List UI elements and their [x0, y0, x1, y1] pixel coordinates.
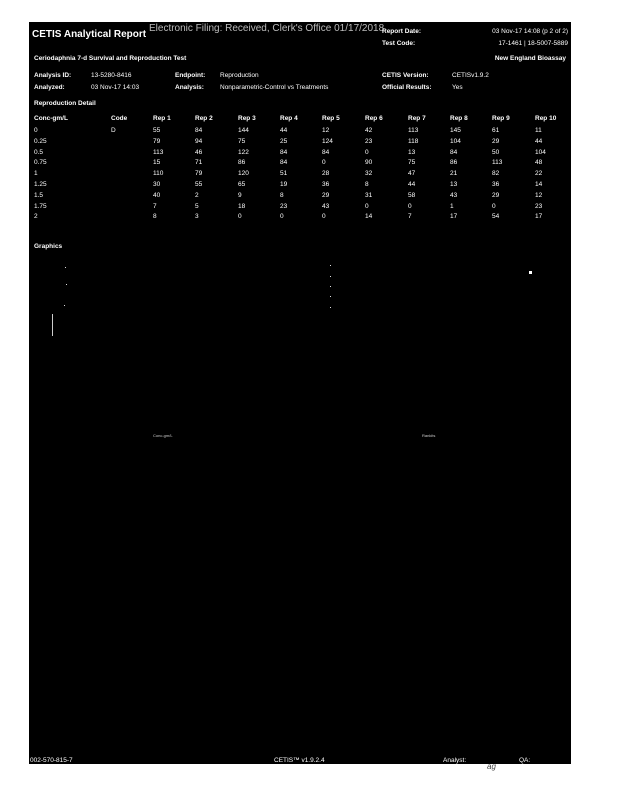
table-cell: 17 [450, 213, 458, 221]
endpoint-value: Reproduction [220, 72, 259, 79]
table-cell: 84 [195, 127, 203, 134]
table-cell: 71 [195, 159, 203, 167]
table-cell: 1.75 [34, 202, 47, 210]
table-cell: 0 [34, 127, 38, 134]
official-results-value: Yes [452, 84, 463, 91]
table-cell: 2 [195, 191, 199, 199]
cetis-version-label: CETIS Version: [382, 72, 429, 79]
table-cell: 84 [450, 148, 458, 156]
column-header: Code [111, 115, 128, 122]
table-cell: 28 [322, 170, 330, 178]
table-cell: 13 [408, 148, 416, 156]
table-cell: 15 [153, 159, 161, 167]
table-cell: 55 [153, 127, 161, 134]
table-cell: 0.25 [34, 137, 47, 145]
analysis-value: Nonparametric-Control vs Treatments [220, 84, 329, 91]
table-cell: 1 [450, 202, 454, 210]
analysis-id-label: Analysis ID: [34, 72, 72, 79]
table-cell: 86 [450, 159, 458, 167]
column-header: Rep 3 [238, 115, 256, 122]
table-cell: 118 [408, 137, 419, 145]
footer-analyst-label: Analyst: [443, 757, 467, 764]
table-cell: 110 [153, 170, 164, 178]
table-cell: 21 [450, 170, 458, 178]
table-cell: 0 [365, 202, 369, 210]
table-cell: 51 [280, 170, 288, 178]
table-cell: 14 [365, 213, 373, 221]
table-cell: 40 [153, 191, 161, 199]
table-cell: 65 [238, 181, 246, 188]
footer-doc-id: 002-570-815-7 [30, 757, 73, 764]
table-cell: 23 [365, 137, 373, 145]
table-cell: 23 [280, 202, 288, 210]
table-cell: 9 [238, 191, 242, 199]
table-cell: 79 [153, 137, 161, 145]
table-cell: 14 [535, 181, 543, 188]
table-cell: 44 [535, 137, 543, 145]
table-cell: 3 [195, 213, 199, 221]
table-cell: 1.5 [34, 191, 44, 199]
table-cell: 43 [450, 191, 458, 199]
right-axis-label: Rankits [422, 433, 436, 438]
column-header: Rep 2 [195, 115, 213, 122]
table-cell: 1 [34, 170, 38, 178]
report-date-value: 03 Nov-17 14:08 (p 2 of 2) [492, 28, 568, 35]
table-cell: 32 [365, 170, 373, 178]
column-header: Conc-gm/L [34, 115, 68, 122]
table-cell: 55 [195, 181, 203, 188]
test-name: Ceriodaphnia 7-d Survival and Reproduction Test [34, 55, 187, 62]
table-cell: 48 [535, 159, 543, 167]
column-header: Rep 4 [280, 115, 298, 122]
table-cell: 122 [238, 148, 249, 156]
lab-name: New England Bioassay [494, 55, 566, 62]
analysis-label: Analysis: [175, 84, 204, 91]
table-cell: 19 [280, 181, 288, 188]
table-cell: 22 [535, 170, 543, 178]
table-cell: 31 [365, 191, 373, 199]
table-cell: D [111, 127, 116, 134]
table-cell: 0.5 [34, 148, 44, 156]
table-cell: 79 [195, 170, 203, 178]
test-code-value: 17-1461 | 18-5007-5889 [498, 40, 568, 47]
table-cell: 104 [450, 137, 461, 145]
table-cell: 8 [280, 191, 284, 199]
table-cell: 120 [238, 170, 249, 178]
table-cell: 5 [195, 202, 199, 210]
table-cell: 75 [238, 137, 246, 145]
report-date-label: Report Date: [382, 28, 422, 35]
endpoint-label: Endpoint: [175, 72, 206, 79]
table-cell: 8 [153, 213, 157, 221]
table-cell: 2 [34, 213, 38, 221]
table-cell: 54 [492, 213, 500, 221]
table-cell: 90 [365, 159, 373, 167]
footer-version: CETIS™ v1.9.2.4 [274, 757, 325, 764]
test-code-label: Test Code: [382, 40, 416, 47]
table-cell: 58 [408, 191, 416, 199]
table-cell: 50 [492, 148, 500, 156]
official-results-label: Official Results: [382, 84, 432, 91]
table-cell: 84 [322, 148, 330, 156]
column-header: Rep 6 [365, 115, 383, 122]
table-cell: 113 [408, 127, 419, 134]
qa-signature: ag [487, 762, 496, 771]
table-cell: 44 [408, 181, 416, 188]
table-cell: 61 [492, 127, 500, 134]
table-cell: 84 [280, 159, 288, 167]
table-cell: 0 [365, 148, 369, 156]
table-cell: 46 [195, 148, 203, 156]
left-axis-label: Conc-gm/L [153, 433, 173, 438]
table-cell: 23 [535, 202, 543, 210]
table-cell: 104 [535, 148, 546, 156]
table-cell: 44 [280, 127, 288, 134]
column-header: Rep 8 [450, 115, 468, 122]
table-cell: 86 [238, 159, 246, 167]
filing-stamp: Electronic Filing: Received, Clerk's Office 01/17/2018 [149, 23, 385, 34]
table-cell: 36 [492, 181, 500, 188]
table-cell: 29 [492, 137, 500, 145]
report-title: CETIS Analytical Report [32, 29, 147, 40]
table-cell: 0 [322, 159, 326, 167]
reproduction-detail-title: Reproduction Detail [34, 100, 96, 107]
table-cell: 84 [280, 148, 288, 156]
table-cell: 113 [492, 159, 503, 167]
cetis-version-value: CETISv1.9.2 [452, 72, 489, 79]
table-cell: 124 [322, 137, 333, 145]
table-cell: 25 [280, 137, 288, 145]
table-cell: 11 [535, 127, 542, 134]
analyzed-label: Analyzed: [34, 84, 65, 91]
table-cell: 13 [450, 181, 458, 188]
table-cell: 29 [492, 191, 500, 199]
table-cell: 113 [153, 148, 164, 156]
table-cell: 43 [322, 202, 330, 210]
table-cell: 12 [535, 191, 543, 199]
footer-qa-label: QA: [519, 757, 531, 764]
analyzed-value: 03 Nov-17 14:03 [91, 84, 140, 91]
graphics-title: Graphics [34, 243, 63, 250]
table-cell: 145 [450, 127, 461, 134]
table-cell: 144 [238, 127, 249, 134]
table-cell: 47 [408, 170, 416, 178]
report-page [29, 22, 571, 764]
table-cell: 0 [492, 202, 496, 210]
table-cell: 8 [365, 181, 369, 188]
table-cell: 7 [153, 202, 157, 210]
table-cell: 0 [238, 213, 242, 221]
column-header: Rep 10 [535, 115, 557, 122]
table-cell: 1.25 [34, 181, 47, 188]
table-cell: 30 [153, 181, 161, 188]
table-cell: 0 [280, 213, 284, 221]
column-header: Rep 9 [492, 115, 510, 122]
table-cell: 0.75 [34, 159, 47, 167]
table-cell: 0 [408, 202, 412, 210]
table-cell: 42 [365, 127, 373, 134]
column-header: Rep 1 [153, 115, 171, 122]
table-cell: 36 [322, 181, 330, 188]
table-cell: 94 [195, 137, 203, 145]
table-cell: 75 [408, 159, 416, 167]
table-cell: 0 [322, 213, 326, 221]
analysis-id-value: 13-5280-8416 [91, 72, 132, 79]
column-header: Rep 7 [408, 115, 426, 122]
table-cell: 7 [408, 213, 412, 221]
table-cell: 18 [238, 202, 246, 210]
table-cell: 29 [322, 191, 330, 199]
table-cell: 82 [492, 170, 500, 178]
column-header: Rep 5 [322, 115, 340, 122]
table-cell: 17 [535, 213, 543, 221]
table-cell: 12 [322, 127, 330, 134]
